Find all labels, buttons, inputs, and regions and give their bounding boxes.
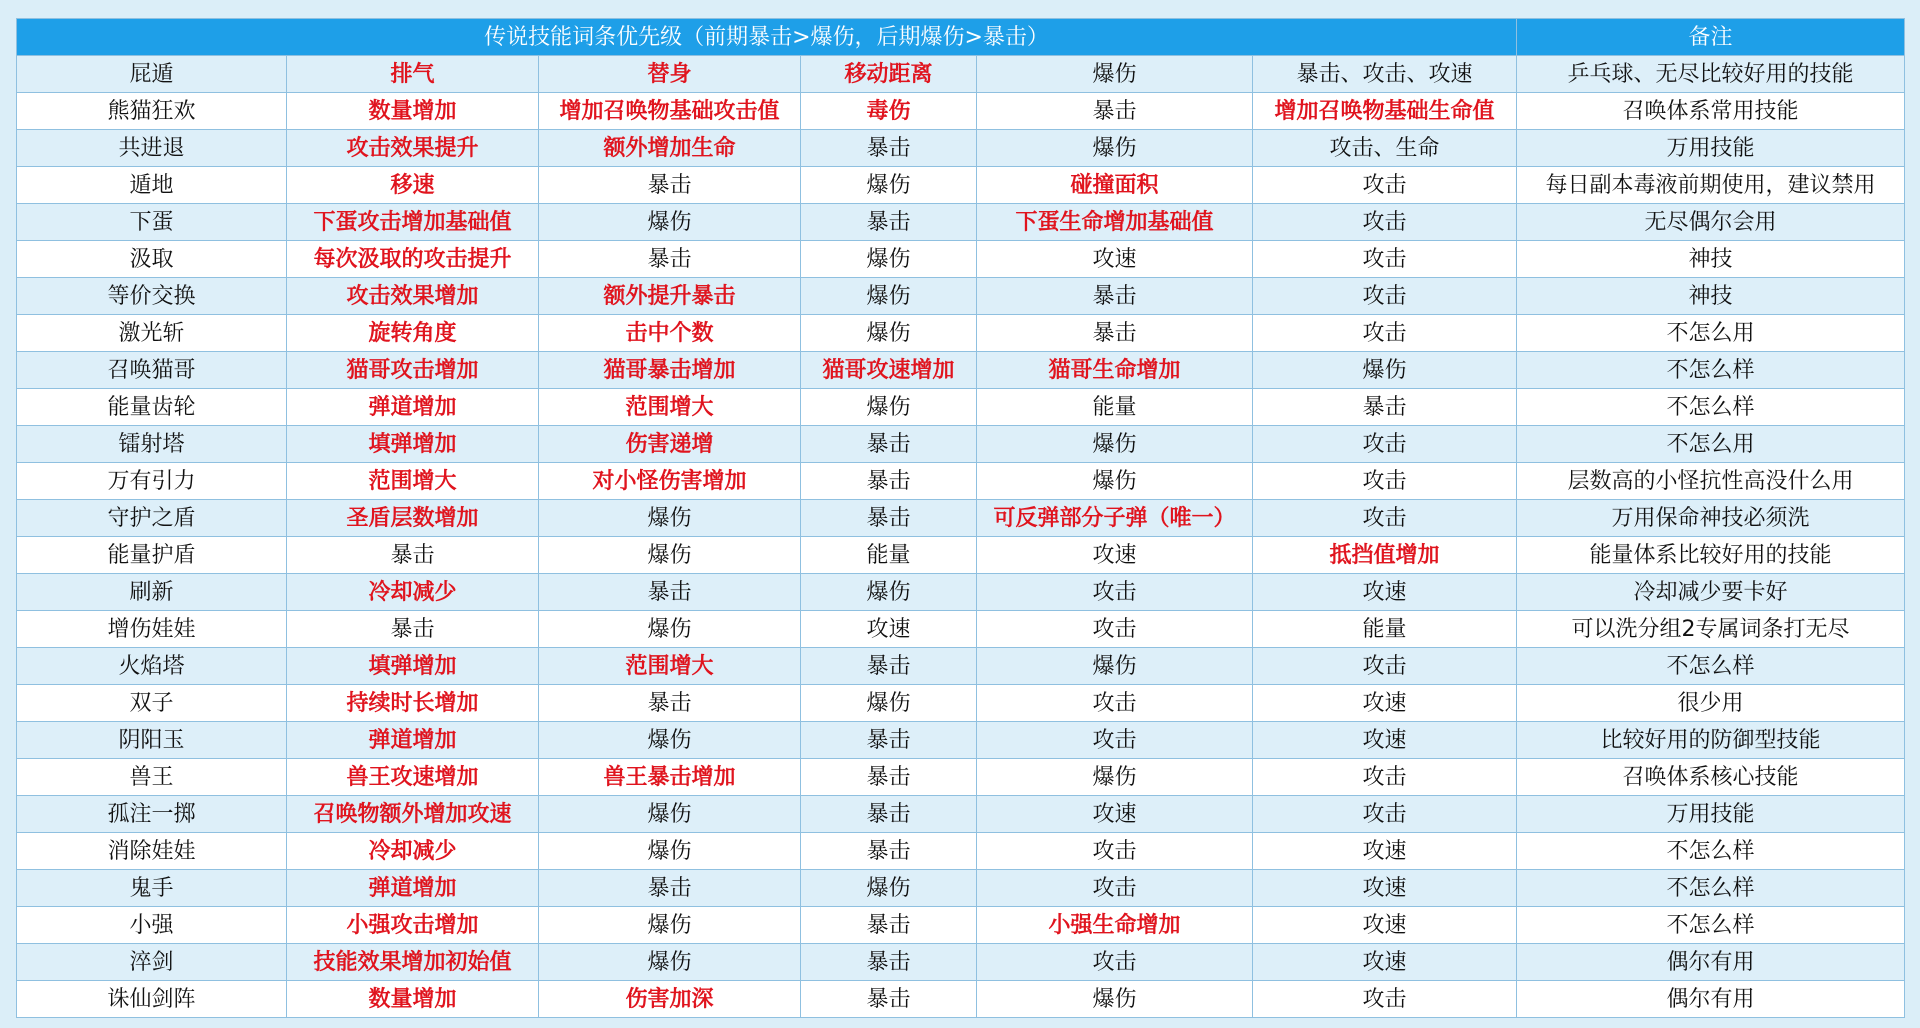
priority-cell: 攻速 (1253, 574, 1517, 611)
table-row (17, 870, 1905, 907)
skill-name-cell: 能量齿轮 (17, 389, 287, 426)
priority-cell: 持续时长增加 (287, 685, 539, 722)
note-cell: 比较好用的防御型技能 (1517, 722, 1905, 759)
priority-cell: 增加召唤物基础攻击值 (539, 93, 801, 130)
priority-cell: 暴击 (977, 315, 1253, 352)
table-row (17, 278, 1905, 315)
skill-name-cell: 等价交换 (17, 278, 287, 315)
priority-cell: 数量增加 (287, 981, 539, 1018)
priority-cell: 数量增加 (287, 93, 539, 130)
priority-cell: 下蛋攻击增加基础值 (287, 204, 539, 241)
skill-name-cell: 能量护盾 (17, 537, 287, 574)
priority-cell: 攻速 (1253, 870, 1517, 907)
skill-name-cell: 共进退 (17, 130, 287, 167)
priority-cell: 圣盾层数增加 (287, 500, 539, 537)
priority-cell: 攻击 (1253, 981, 1517, 1018)
priority-cell: 暴击 (801, 426, 977, 463)
note-cell: 不怎么样 (1517, 907, 1905, 944)
note-cell: 不怎么用 (1517, 315, 1905, 352)
priority-cell: 暴击 (539, 870, 801, 907)
priority-cell: 猫哥暴击增加 (539, 352, 801, 389)
table-header (17, 19, 1905, 56)
skill-name-cell: 守护之盾 (17, 500, 287, 537)
table-row (17, 907, 1905, 944)
priority-cell: 暴击 (977, 93, 1253, 130)
note-cell: 不怎么用 (1517, 426, 1905, 463)
table-row (17, 130, 1905, 167)
priority-cell: 暴击 (801, 500, 977, 537)
note-cell: 每日副本毒液前期使用，建议禁用 (1517, 167, 1905, 204)
priority-cell: 暴击 (539, 685, 801, 722)
table-row (17, 241, 1905, 278)
priority-cell: 冷却减少 (287, 574, 539, 611)
table-row (17, 537, 1905, 574)
priority-cell: 暴击 (539, 574, 801, 611)
priority-cell: 攻速 (977, 796, 1253, 833)
priority-cell: 暴击 (801, 833, 977, 870)
priority-cell: 暴击 (801, 722, 977, 759)
priority-cell: 攻速 (1253, 833, 1517, 870)
priority-cell: 毒伤 (801, 93, 977, 130)
table-row (17, 648, 1905, 685)
priority-cell: 攻击 (1253, 204, 1517, 241)
skill-name-cell: 火焰塔 (17, 648, 287, 685)
priority-cell: 暴击 (801, 130, 977, 167)
skill-name-cell: 鬼手 (17, 870, 287, 907)
priority-cell: 暴击 (977, 278, 1253, 315)
priority-cell: 攻击 (1253, 315, 1517, 352)
note-column-header: 备注 (1517, 19, 1905, 56)
table-row (17, 463, 1905, 500)
priority-cell: 攻击效果提升 (287, 130, 539, 167)
priority-cell: 攻击效果增加 (287, 278, 539, 315)
skill-name-cell: 万有引力 (17, 463, 287, 500)
skill-priority-sheet (16, 18, 1904, 1014)
priority-cell: 弹道增加 (287, 870, 539, 907)
priority-cell: 爆伤 (539, 833, 801, 870)
priority-cell: 暴击 (287, 611, 539, 648)
note-cell: 万用技能 (1517, 130, 1905, 167)
note-cell: 万用保命神技必须洗 (1517, 500, 1905, 537)
priority-cell: 爆伤 (539, 796, 801, 833)
priority-cell: 每次汲取的攻击提升 (287, 241, 539, 278)
priority-cell: 暴击 (801, 907, 977, 944)
priority-cell: 爆伤 (539, 204, 801, 241)
note-cell: 冷却减少要卡好 (1517, 574, 1905, 611)
priority-cell: 兽王暴击增加 (539, 759, 801, 796)
note-cell: 不怎么样 (1517, 389, 1905, 426)
skill-name-cell: 增伤娃娃 (17, 611, 287, 648)
table-row (17, 944, 1905, 981)
priority-cell: 攻击 (977, 833, 1253, 870)
priority-cell: 额外提升暴击 (539, 278, 801, 315)
priority-cell: 攻击 (1253, 426, 1517, 463)
priority-cell: 弹道增加 (287, 389, 539, 426)
priority-cell: 小强生命增加 (977, 907, 1253, 944)
table-row (17, 389, 1905, 426)
priority-cell: 攻击 (977, 574, 1253, 611)
priority-cell: 攻击 (977, 722, 1253, 759)
priority-cell: 弹道增加 (287, 722, 539, 759)
table-row (17, 796, 1905, 833)
priority-cell: 爆伤 (801, 574, 977, 611)
priority-cell: 猫哥攻击增加 (287, 352, 539, 389)
priority-cell: 爆伤 (539, 722, 801, 759)
priority-cell: 暴击 (801, 204, 977, 241)
priority-cell: 移动距离 (801, 56, 977, 93)
priority-cell: 能量 (1253, 611, 1517, 648)
priority-cell: 填弹增加 (287, 648, 539, 685)
table-row (17, 426, 1905, 463)
priority-cell: 排气 (287, 56, 539, 93)
skill-name-cell: 双子 (17, 685, 287, 722)
priority-cell: 暴击 (539, 167, 801, 204)
priority-cell: 爆伤 (801, 870, 977, 907)
priority-cell: 猫哥生命增加 (977, 352, 1253, 389)
skill-name-cell: 召唤猫哥 (17, 352, 287, 389)
priority-cell: 攻击 (1253, 167, 1517, 204)
note-cell: 无尽偶尔会用 (1517, 204, 1905, 241)
table-row (17, 981, 1905, 1018)
priority-cell: 暴击 (801, 796, 977, 833)
priority-cell: 增加召唤物基础生命值 (1253, 93, 1517, 130)
note-cell: 神技 (1517, 241, 1905, 278)
table-row (17, 685, 1905, 722)
priority-cell: 攻速 (1253, 722, 1517, 759)
note-cell: 不怎么样 (1517, 870, 1905, 907)
priority-cell: 攻击 (977, 944, 1253, 981)
priority-cell: 技能效果增加初始值 (287, 944, 539, 981)
priority-cell: 爆伤 (539, 907, 801, 944)
note-cell: 神技 (1517, 278, 1905, 315)
priority-cell: 下蛋生命增加基础值 (977, 204, 1253, 241)
priority-cell: 暴击 (801, 648, 977, 685)
priority-cell: 爆伤 (977, 981, 1253, 1018)
priority-cell: 暴击 (287, 537, 539, 574)
priority-cell: 爆伤 (801, 315, 977, 352)
table-row (17, 93, 1905, 130)
table-row (17, 56, 1905, 93)
table-row (17, 722, 1905, 759)
priority-cell: 范围增大 (287, 463, 539, 500)
priority-cell: 暴击 (801, 463, 977, 500)
priority-cell: 替身 (539, 56, 801, 93)
priority-cell: 小强攻击增加 (287, 907, 539, 944)
note-cell: 可以洗分组2专属词条打无尽 (1517, 611, 1905, 648)
note-cell: 很少用 (1517, 685, 1905, 722)
priority-cell: 攻速 (1253, 944, 1517, 981)
priority-cell: 攻击 (977, 611, 1253, 648)
priority-cell: 额外增加生命 (539, 130, 801, 167)
table-body (17, 56, 1905, 1018)
priority-cell: 范围增大 (539, 389, 801, 426)
priority-cell: 爆伤 (539, 500, 801, 537)
skill-name-cell: 遁地 (17, 167, 287, 204)
skill-name-cell: 刷新 (17, 574, 287, 611)
priority-cell: 碰撞面积 (977, 167, 1253, 204)
note-cell: 召唤体系核心技能 (1517, 759, 1905, 796)
note-cell: 偶尔有用 (1517, 944, 1905, 981)
priority-cell: 攻击 (1253, 759, 1517, 796)
note-cell: 偶尔有用 (1517, 981, 1905, 1018)
note-cell: 召唤体系常用技能 (1517, 93, 1905, 130)
priority-cell: 攻击 (1253, 648, 1517, 685)
priority-cell: 猫哥攻速增加 (801, 352, 977, 389)
skill-name-cell: 诛仙剑阵 (17, 981, 287, 1018)
table-row (17, 611, 1905, 648)
note-cell: 能量体系比较好用的技能 (1517, 537, 1905, 574)
priority-cell: 对小怪伤害增加 (539, 463, 801, 500)
priority-cell: 攻速 (1253, 907, 1517, 944)
priority-cell: 爆伤 (977, 463, 1253, 500)
table-row (17, 759, 1905, 796)
table-row (17, 315, 1905, 352)
note-cell: 层数高的小怪抗性高没什么用 (1517, 463, 1905, 500)
note-cell: 万用技能 (1517, 796, 1905, 833)
priority-cell: 爆伤 (801, 389, 977, 426)
priority-cell: 攻击 (1253, 463, 1517, 500)
priority-cell: 范围增大 (539, 648, 801, 685)
priority-cell: 爆伤 (977, 56, 1253, 93)
skill-priority-table (16, 18, 1905, 1018)
priority-cell: 爆伤 (801, 278, 977, 315)
skill-name-cell: 阴阳玉 (17, 722, 287, 759)
priority-cell: 爆伤 (1253, 352, 1517, 389)
skill-name-cell: 屁遁 (17, 56, 287, 93)
priority-cell: 兽王攻速增加 (287, 759, 539, 796)
priority-cell: 暴击、攻击、攻速 (1253, 56, 1517, 93)
priority-cell: 暴击 (1253, 389, 1517, 426)
priority-cell: 爆伤 (539, 537, 801, 574)
priority-cell: 爆伤 (977, 426, 1253, 463)
priority-cell: 爆伤 (539, 944, 801, 981)
table-title: 传说技能词条优先级（前期暴击>爆伤，后期爆伤>暴击） (17, 19, 1517, 56)
priority-cell: 暴击 (801, 944, 977, 981)
priority-cell: 爆伤 (977, 648, 1253, 685)
priority-cell: 爆伤 (539, 611, 801, 648)
priority-cell: 攻击 (977, 685, 1253, 722)
skill-name-cell: 汲取 (17, 241, 287, 278)
skill-name-cell: 孤注一掷 (17, 796, 287, 833)
skill-name-cell: 兽王 (17, 759, 287, 796)
priority-cell: 召唤物额外增加攻速 (287, 796, 539, 833)
priority-cell: 攻击 (1253, 241, 1517, 278)
priority-cell: 暴击 (801, 759, 977, 796)
skill-name-cell: 小强 (17, 907, 287, 944)
table-row (17, 500, 1905, 537)
priority-cell: 击中个数 (539, 315, 801, 352)
priority-cell: 攻速 (1253, 685, 1517, 722)
table-row (17, 167, 1905, 204)
table-row (17, 352, 1905, 389)
priority-cell: 攻击 (1253, 796, 1517, 833)
table-row (17, 574, 1905, 611)
note-cell: 不怎么样 (1517, 648, 1905, 685)
priority-cell: 攻击、生命 (1253, 130, 1517, 167)
priority-cell: 攻击 (1253, 500, 1517, 537)
priority-cell: 填弹增加 (287, 426, 539, 463)
priority-cell: 攻速 (801, 611, 977, 648)
priority-cell: 抵挡值增加 (1253, 537, 1517, 574)
priority-cell: 攻击 (977, 870, 1253, 907)
priority-cell: 攻击 (1253, 278, 1517, 315)
note-cell: 不怎么样 (1517, 352, 1905, 389)
priority-cell: 能量 (801, 537, 977, 574)
skill-name-cell: 淬剑 (17, 944, 287, 981)
priority-cell: 爆伤 (801, 167, 977, 204)
skill-name-cell: 镭射塔 (17, 426, 287, 463)
skill-name-cell: 熊猫狂欢 (17, 93, 287, 130)
skill-name-cell: 激光斩 (17, 315, 287, 352)
table-row (17, 204, 1905, 241)
skill-name-cell: 下蛋 (17, 204, 287, 241)
priority-cell: 移速 (287, 167, 539, 204)
priority-cell: 暴击 (801, 981, 977, 1018)
priority-cell: 伤害递增 (539, 426, 801, 463)
priority-cell: 暴击 (539, 241, 801, 278)
priority-cell: 冷却减少 (287, 833, 539, 870)
priority-cell: 爆伤 (977, 130, 1253, 167)
priority-cell: 可反弹部分子弹（唯一） (977, 500, 1253, 537)
priority-cell: 能量 (977, 389, 1253, 426)
priority-cell: 爆伤 (801, 241, 977, 278)
priority-cell: 攻速 (977, 241, 1253, 278)
note-cell: 乒乓球、无尽比较好用的技能 (1517, 56, 1905, 93)
priority-cell: 攻速 (977, 537, 1253, 574)
priority-cell: 旋转角度 (287, 315, 539, 352)
table-row (17, 833, 1905, 870)
priority-cell: 爆伤 (977, 759, 1253, 796)
note-cell: 不怎么样 (1517, 833, 1905, 870)
priority-cell: 伤害加深 (539, 981, 801, 1018)
skill-name-cell: 消除娃娃 (17, 833, 287, 870)
priority-cell: 爆伤 (801, 685, 977, 722)
